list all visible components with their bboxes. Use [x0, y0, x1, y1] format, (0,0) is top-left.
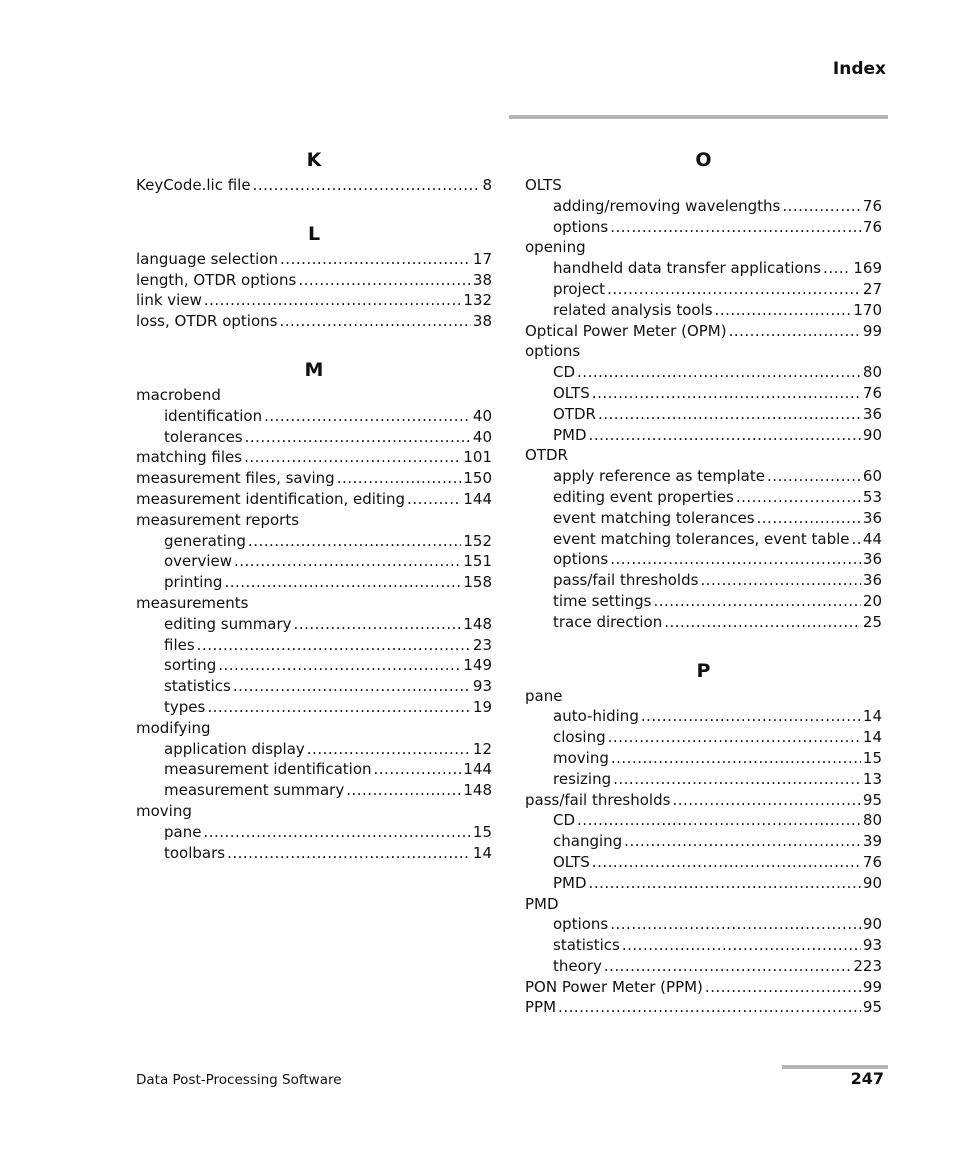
index-subentry [136, 843, 492, 864]
entry-text: loss, OTDR options [136, 312, 278, 331]
dot-leader [767, 466, 861, 487]
index-subentry [525, 258, 882, 279]
index-subentry [525, 748, 882, 769]
dot-leader [624, 831, 861, 852]
index-heading [525, 237, 882, 258]
entry-text: closing [553, 728, 606, 747]
index-subentry [525, 831, 882, 852]
index-subentry [525, 383, 882, 404]
entry-text: OLTS [553, 852, 590, 871]
index-entry [136, 290, 492, 311]
entry-text: pane [525, 686, 563, 705]
index-heading [525, 175, 882, 196]
entry-text: opening [525, 238, 586, 257]
index-section [136, 147, 492, 196]
index-subentry [525, 810, 882, 831]
dot-leader [204, 290, 462, 311]
entry-text: PPM [525, 998, 557, 1017]
entry-page-number: 60 [862, 467, 882, 486]
entry-text: CD [553, 363, 576, 382]
entry-page-number: 80 [862, 363, 882, 382]
index-subentry [136, 406, 492, 427]
index-entry [136, 447, 492, 468]
entry-page-number: 93 [862, 936, 882, 955]
index-subentry [525, 196, 882, 217]
dot-leader [253, 175, 481, 196]
dot-leader [604, 956, 852, 977]
entry-text: event matching tolerances [553, 508, 755, 527]
index-subentry [136, 531, 492, 552]
entry-text: editing event properties [553, 487, 734, 506]
index-subentry [136, 635, 492, 656]
index-subentry [136, 572, 492, 593]
entry-page-number: 148 [463, 781, 492, 800]
index-subentry [525, 508, 882, 529]
dot-leader [608, 727, 861, 748]
dot-leader [653, 591, 860, 612]
index-entry [136, 468, 492, 489]
dot-leader [607, 279, 861, 300]
entry-text: measurement reports [136, 510, 300, 529]
entry-page-number: 19 [472, 697, 492, 716]
dot-leader [672, 790, 860, 811]
index-subentry [525, 217, 882, 238]
entry-page-number: 170 [853, 300, 882, 319]
entry-text: printing [164, 573, 223, 592]
entry-page-number: 53 [862, 487, 882, 506]
index-subentry [525, 914, 882, 935]
dot-leader [577, 810, 861, 831]
page-number: 247 [850, 1069, 884, 1088]
index-entry [525, 790, 882, 811]
entry-page-number: 39 [862, 832, 882, 851]
index-subentry [525, 362, 882, 383]
entry-page-number: 36 [862, 404, 882, 423]
entry-page-number: 8 [482, 176, 492, 194]
dot-leader [234, 551, 461, 572]
entry-text: measurements [136, 593, 249, 612]
header-rule [509, 115, 888, 119]
entry-page-number: 38 [472, 312, 492, 331]
entry-page-number: 25 [862, 612, 882, 631]
entry-page-number: 151 [463, 552, 492, 571]
entry-text: language selection [136, 249, 279, 268]
dot-leader [782, 196, 861, 217]
entry-page-number: 17 [472, 249, 492, 268]
dot-leader [705, 977, 861, 998]
index-subentry [525, 404, 882, 425]
dot-leader [279, 311, 470, 332]
dot-leader [610, 217, 861, 238]
section-letter: P [696, 659, 711, 682]
dot-leader [589, 425, 861, 446]
section-letter: L [307, 222, 321, 245]
entry-text: KeyCode.lic file [136, 176, 251, 194]
index-subentry [525, 279, 882, 300]
entry-text: moving [136, 801, 192, 820]
index-subentry [136, 676, 492, 697]
entry-text: editing summary [164, 614, 292, 633]
entry-page-number: 144 [463, 489, 492, 508]
entry-text: application display [164, 739, 305, 758]
entry-text: related analysis tools [553, 300, 713, 319]
dot-leader [823, 258, 851, 279]
index-entry [136, 249, 492, 270]
index-subentry [525, 769, 882, 790]
index-entry [525, 977, 882, 998]
index-subentry [525, 300, 882, 321]
index-section [136, 221, 492, 332]
entry-text: measurement identification, editing [136, 489, 406, 508]
footer-document-title: Data Post-Processing Software [136, 1072, 342, 1088]
entry-text: identification [164, 406, 263, 425]
entry-page-number: 36 [862, 550, 882, 569]
index-subentry [136, 822, 492, 843]
dot-leader [852, 529, 861, 550]
entry-text: moving [553, 748, 609, 767]
entry-text: Optical Power Meter (OPM) [525, 321, 727, 340]
dot-leader [610, 549, 861, 570]
entry-text: adding/removing wavelengths [553, 196, 781, 215]
entry-text: event matching tolerances, event table [553, 529, 850, 548]
entry-text: OTDR [525, 446, 568, 465]
entry-text: statistics [553, 936, 620, 955]
entry-page-number: 20 [862, 591, 882, 610]
entry-page-number: 148 [463, 614, 492, 633]
entry-page-number: 99 [862, 321, 882, 340]
index-subentry [136, 655, 492, 676]
entry-text: tolerances [164, 427, 243, 446]
entry-text: PMD [525, 894, 559, 913]
index-subentry [136, 739, 492, 760]
entry-page-number: 90 [862, 873, 882, 892]
index-section [525, 147, 882, 633]
index-entry [136, 311, 492, 332]
entry-page-number: 101 [463, 448, 492, 467]
dot-leader [700, 570, 860, 591]
entry-page-number: 40 [472, 406, 492, 425]
index-subentry [136, 427, 492, 448]
dot-leader [203, 822, 470, 843]
entry-text: OLTS [525, 176, 562, 194]
entry-page-number: 99 [862, 977, 882, 996]
dot-leader [307, 739, 471, 760]
index-subentry [136, 780, 492, 801]
index-heading [136, 510, 492, 531]
dot-leader [244, 447, 461, 468]
entry-text: options [553, 217, 609, 236]
index-entry [136, 175, 492, 196]
entry-text: resizing [553, 769, 612, 788]
entry-text: types [164, 697, 206, 716]
entry-text: macrobend [136, 385, 221, 404]
dot-leader [245, 427, 471, 448]
index-subentry [525, 570, 882, 591]
index-subentry [136, 551, 492, 572]
dot-leader [248, 531, 461, 552]
index-subentry [136, 759, 492, 780]
entry-text: pane [164, 822, 202, 841]
index-subentry [525, 425, 882, 446]
dot-leader [641, 706, 861, 727]
index-heading [136, 593, 492, 614]
entry-text: trace direction [553, 612, 663, 631]
index-subentry [525, 529, 882, 550]
entry-page-number: 15 [472, 822, 492, 841]
index-subentry [525, 487, 882, 508]
entry-text: CD [553, 811, 576, 830]
entry-text: overview [164, 552, 232, 571]
dot-leader [622, 935, 861, 956]
entry-text: handheld data transfer applications [553, 259, 822, 278]
entry-text: PMD [553, 873, 587, 892]
entry-text: files [164, 635, 195, 654]
index-subentry [525, 591, 882, 612]
entry-text: project [553, 279, 606, 298]
entry-page-number: 95 [862, 998, 882, 1017]
section-letter: M [304, 358, 324, 381]
entry-text: matching files [136, 448, 243, 467]
entry-text: pass/fail thresholds [553, 571, 699, 590]
index-subentry [525, 935, 882, 956]
entry-page-number: 44 [862, 529, 882, 548]
entry-text: options [525, 342, 581, 361]
index-entry [525, 321, 882, 342]
index-heading [525, 686, 882, 707]
entry-page-number: 95 [862, 790, 882, 809]
entry-page-number: 150 [463, 469, 492, 488]
dot-leader [613, 769, 861, 790]
dot-leader [598, 404, 861, 425]
entry-page-number: 144 [463, 760, 492, 779]
dot-leader [294, 614, 462, 635]
dot-leader [715, 300, 852, 321]
entry-page-number: 15 [862, 748, 882, 767]
entry-text: measurement summary [164, 781, 345, 800]
index-heading [136, 801, 492, 822]
entry-text: auto-hiding [553, 707, 639, 726]
dot-leader [197, 635, 471, 656]
entry-text: modifying [136, 718, 211, 737]
index-section [525, 658, 882, 1019]
dot-leader [264, 406, 471, 427]
entry-page-number: 76 [862, 383, 882, 402]
dot-leader [280, 249, 471, 270]
index-subentry [525, 852, 882, 873]
entry-text: sorting [164, 656, 217, 675]
entry-text: time settings [553, 591, 652, 610]
index-heading [525, 341, 882, 362]
entry-page-number: 14 [472, 843, 492, 862]
dot-leader [558, 997, 861, 1018]
section-letter: K [306, 149, 322, 171]
index-subentry [525, 956, 882, 977]
dot-leader [218, 655, 461, 676]
index-subentry [136, 614, 492, 635]
dot-leader [207, 697, 471, 718]
entry-page-number: 36 [862, 508, 882, 527]
dot-leader [592, 383, 861, 404]
entry-text: OTDR [553, 404, 596, 423]
entry-text: changing [553, 832, 623, 851]
dot-leader [407, 489, 461, 510]
index-column-left [136, 147, 492, 888]
dot-leader [611, 748, 861, 769]
entry-page-number: 27 [862, 279, 882, 298]
entry-page-number: 14 [862, 707, 882, 726]
dot-leader [298, 270, 471, 291]
entry-page-number: 149 [463, 656, 492, 675]
entry-page-number: 223 [853, 956, 882, 975]
dot-leader [577, 362, 861, 383]
index-subentry [525, 706, 882, 727]
dot-leader [757, 508, 861, 529]
entry-text: link view [136, 291, 202, 310]
entry-page-number: 40 [472, 427, 492, 446]
entry-text: pass/fail thresholds [525, 790, 671, 809]
entry-text: options [553, 915, 609, 934]
dot-leader [589, 873, 861, 894]
index-heading [136, 718, 492, 739]
index-subentry [525, 612, 882, 633]
section-letter: O [695, 149, 712, 171]
entry-text: theory [553, 956, 602, 975]
entry-page-number: 76 [862, 852, 882, 871]
entry-page-number: 93 [472, 677, 492, 696]
entry-text: statistics [164, 677, 231, 696]
entry-text: apply reference as template [553, 467, 765, 486]
entry-text: length, OTDR options [136, 270, 297, 289]
index-subentry [525, 549, 882, 570]
index-entry [136, 489, 492, 510]
dot-leader [224, 572, 461, 593]
dot-leader [374, 759, 462, 780]
dot-leader [729, 321, 861, 342]
index-subentry [525, 873, 882, 894]
index-entry [525, 997, 882, 1018]
index-heading [525, 445, 882, 466]
entry-page-number: 23 [472, 635, 492, 654]
entry-page-number: 12 [472, 739, 492, 758]
dot-leader [610, 914, 861, 935]
entry-page-number: 132 [463, 291, 492, 310]
entry-page-number: 76 [862, 196, 882, 215]
entry-text: measurement files, saving [136, 469, 335, 488]
page-header-title: Index [832, 59, 886, 79]
dot-leader [664, 612, 861, 633]
entry-page-number: 152 [463, 531, 492, 550]
entry-page-number: 169 [853, 259, 882, 278]
index-entry [136, 270, 492, 291]
index-subentry [136, 697, 492, 718]
index-subentry [525, 727, 882, 748]
entry-page-number: 36 [862, 571, 882, 590]
entry-page-number: 158 [463, 573, 492, 592]
index-section [136, 357, 492, 863]
dot-leader [736, 487, 861, 508]
dot-leader [233, 676, 471, 697]
entry-text: toolbars [164, 843, 226, 862]
entry-page-number: 90 [862, 425, 882, 444]
entry-page-number: 76 [862, 217, 882, 236]
dot-leader [346, 780, 461, 801]
entry-text: measurement identification [164, 760, 372, 779]
index-subentry [525, 466, 882, 487]
entry-text: OLTS [553, 383, 590, 402]
dot-leader [337, 468, 462, 489]
entry-text: options [553, 550, 609, 569]
entry-page-number: 80 [862, 811, 882, 830]
index-heading [525, 894, 882, 915]
dot-leader [592, 852, 861, 873]
entry-text: generating [164, 531, 246, 550]
entry-text: PMD [553, 425, 587, 444]
entry-text: PON Power Meter (PPM) [525, 977, 703, 996]
entry-page-number: 14 [862, 728, 882, 747]
entry-page-number: 38 [472, 270, 492, 289]
index-heading [136, 385, 492, 406]
entry-page-number: 13 [862, 769, 882, 788]
entry-page-number: 90 [862, 915, 882, 934]
dot-leader [227, 843, 471, 864]
index-column-right [525, 147, 882, 1043]
